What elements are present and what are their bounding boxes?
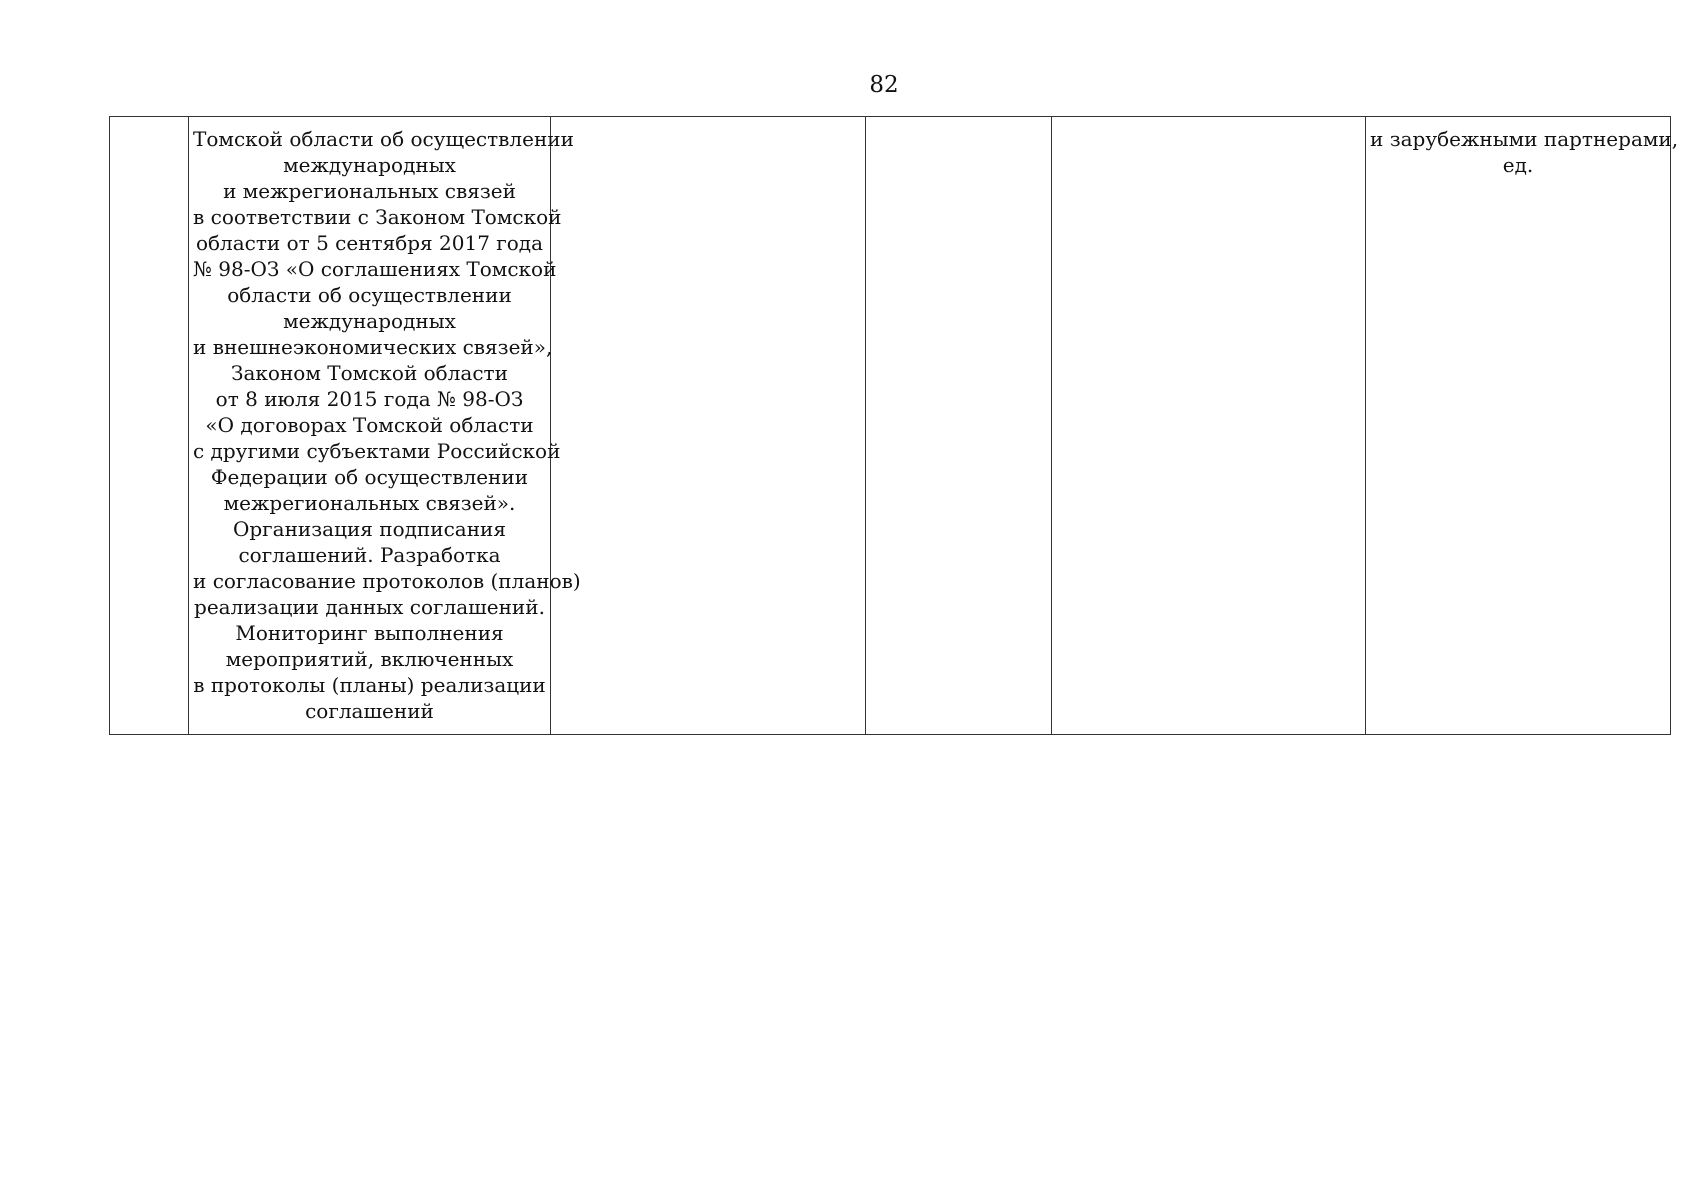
description-line: международных: [283, 309, 456, 333]
table-row: [110, 117, 1671, 735]
description-line: области от 5 сентября 2017 года: [195, 231, 544, 255]
indicator-line: ед.: [1502, 153, 1534, 177]
description-line: с другими субъектами Российской: [193, 439, 561, 463]
document-table: [109, 116, 1679, 735]
description-line: реализации данных соглашений.: [194, 595, 545, 619]
cell-col5: [1052, 117, 1366, 735]
indicator-line: и зарубежными партнерами,: [1370, 127, 1679, 151]
description-line: № 98-ОЗ «О соглашениях Томской: [193, 257, 557, 281]
page-number: 82: [869, 72, 899, 98]
cell-col4: [866, 117, 1052, 735]
description-line: и межрегиональных связей: [223, 179, 516, 203]
description-line: соглашений. Разработка: [238, 543, 501, 567]
description-line: Мониторинг выполнения: [235, 621, 504, 645]
description-line: Федерации об осуществлении: [210, 465, 529, 489]
description-line: в соответствии с Законом Томской: [193, 205, 562, 229]
description-line: мероприятий, включенных: [225, 647, 514, 671]
description-line: в протоколы (планы) реализации: [193, 673, 546, 697]
description-line: межрегиональных связей».: [223, 491, 516, 515]
description-line: области об осуществлении: [227, 283, 512, 307]
description-line: Законом Томской области: [231, 361, 508, 385]
description-line: Организация подписания: [232, 517, 506, 541]
cell-description: [189, 117, 581, 735]
description-line: Томской области об осуществлении: [193, 127, 574, 151]
cell-indicator: [1366, 117, 1679, 735]
description-line: и внешнеэкономических связей»,: [193, 335, 553, 359]
description-line: «О договорах Томской области: [205, 413, 534, 437]
cell-number: [110, 117, 189, 735]
cell-col3: [551, 117, 866, 735]
indicator-text: [1370, 126, 1679, 178]
description-text: [193, 126, 581, 724]
description-line: соглашений: [305, 699, 434, 723]
description-line: от 8 июля 2015 года № 98-ОЗ: [215, 387, 524, 411]
description-line: и согласование протоколов (планов): [193, 569, 581, 593]
description-line: международных: [283, 153, 456, 177]
